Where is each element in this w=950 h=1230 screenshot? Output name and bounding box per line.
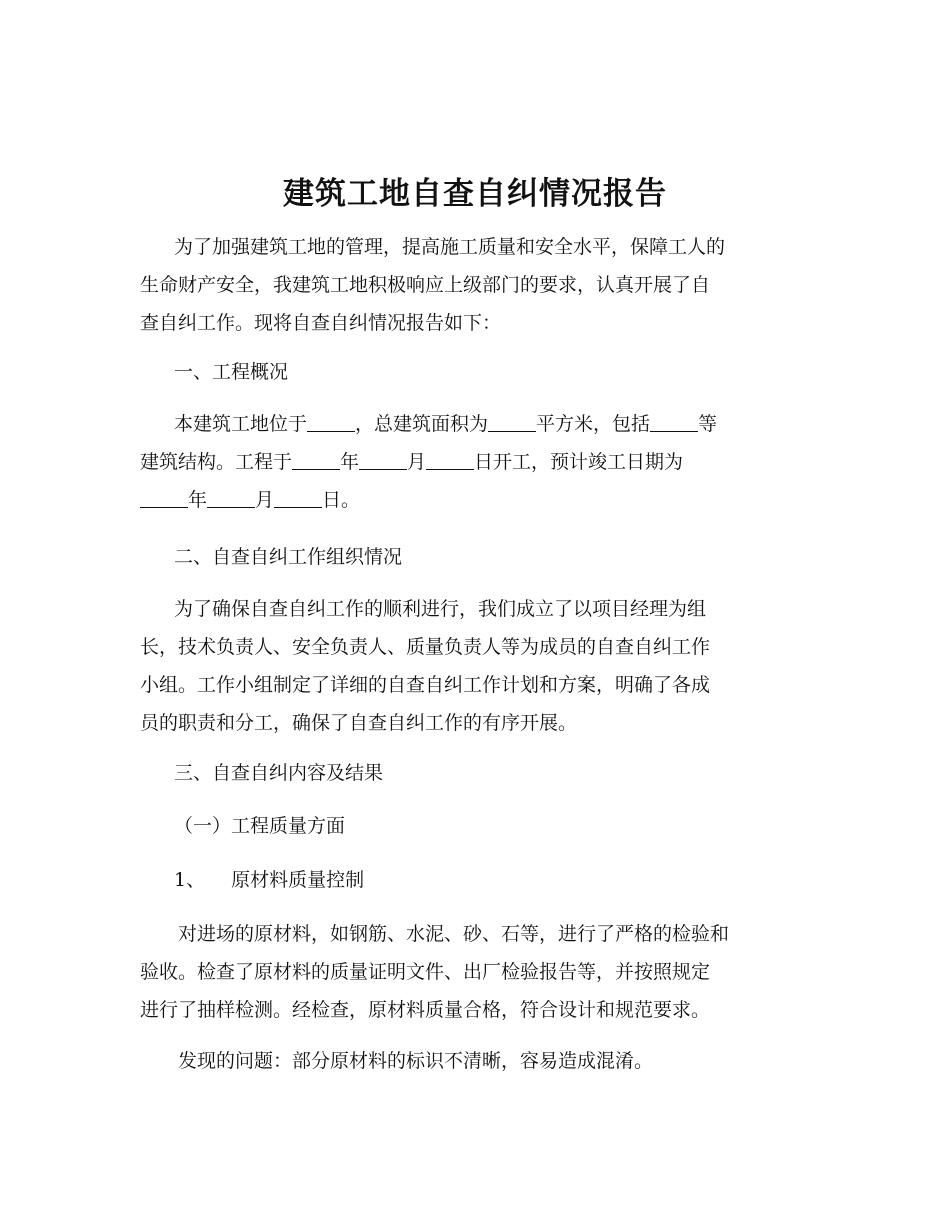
fill-blank-start-day bbox=[426, 447, 474, 470]
text-segment: 等 bbox=[698, 413, 718, 435]
fill-blank-end-day bbox=[274, 485, 322, 508]
text-segment: 年 bbox=[188, 489, 208, 511]
item-1-line-1: 对进场的原材料，如钢筋、水泥、砂、石等，进行了严格的检验和 bbox=[178, 923, 730, 945]
item-1-line-2: 验收。检查了原材料的质量证明文件、出厂检验报告等，并按照规定 bbox=[140, 961, 711, 983]
item-1-heading bbox=[140, 861, 820, 899]
section-2-heading-block bbox=[140, 538, 820, 576]
text-segment: 平方米，包括 bbox=[536, 413, 651, 435]
fill-blank-area bbox=[488, 409, 536, 432]
text-segment: 年 bbox=[340, 451, 360, 473]
section-2-line-4: 员的职责和分工，确保了自查自纠工作的有序开展。 bbox=[140, 712, 578, 734]
text-segment: 建筑结构。工程于 bbox=[140, 451, 293, 473]
section-1-line-1 bbox=[140, 405, 820, 443]
item-1-heading-block bbox=[140, 861, 820, 899]
intro-line-3: 查自纠工作。现将自查自纠情况报告如下： bbox=[140, 312, 502, 334]
section-2-line-3: 小组。工作小组制定了详细的自查自纠工作计划和方案，明确了各成 bbox=[140, 674, 711, 696]
section-1-line-2 bbox=[140, 443, 820, 481]
issue-line: 发现的问题：部分原材料的标识不清晰，容易造成混淆。 bbox=[178, 1050, 654, 1072]
fill-blank-start-month bbox=[359, 447, 407, 470]
section-1-paragraph bbox=[140, 405, 820, 519]
text-segment: 月 bbox=[407, 451, 427, 473]
intro-paragraph bbox=[140, 228, 820, 342]
intro-line-2: 生命财产安全，我建筑工地积极响应上级部门的要求，认真开展了自 bbox=[140, 274, 711, 296]
section-2-line-1: 为了确保自查自纠工作的顺利进行，我们成立了以项目经理为组 bbox=[174, 598, 707, 620]
section-2-line-2: 长，技术负责人、安全负责人、质量负责人等为成员的自查自纠工作 bbox=[140, 636, 711, 658]
item-1-number: 1、 bbox=[174, 869, 206, 891]
item-1-line-3: 进行了抽样检测。经检查，原材料质量合格，符合设计和规范要求。 bbox=[140, 999, 711, 1021]
section-3-heading: 三、自查自纠内容及结果 bbox=[174, 762, 384, 784]
section-2-heading: 二、自查自纠工作组织情况 bbox=[174, 546, 403, 568]
fill-blank-end-year bbox=[140, 485, 188, 508]
text-segment: 月 bbox=[255, 489, 275, 511]
text-segment: 日开工，预计竣工日期为 bbox=[474, 451, 684, 473]
fill-blank-structures bbox=[650, 409, 698, 432]
fill-blank-start-year bbox=[292, 447, 340, 470]
section-3-heading-block bbox=[140, 754, 820, 792]
fill-blank-location bbox=[307, 409, 355, 432]
text-segment: 日。 bbox=[322, 489, 361, 511]
section-1-line-3 bbox=[140, 481, 820, 519]
section-1-heading-block bbox=[140, 353, 820, 391]
subsection-1-heading-block bbox=[140, 807, 820, 845]
issue-paragraph bbox=[140, 1042, 820, 1080]
item-1-paragraph bbox=[140, 915, 820, 1029]
item-1-title: 原材料质量控制 bbox=[231, 869, 365, 891]
text-segment: ，总建筑面积为 bbox=[355, 413, 489, 435]
intro-line-1: 为了加强建筑工地的管理，提高施工质量和安全水平，保障工人的 bbox=[174, 236, 726, 258]
subsection-1-heading: （一）工程质量方面 bbox=[174, 815, 346, 837]
text-segment: 本建筑工地位于 bbox=[174, 413, 308, 435]
section-1-heading: 一、工程概况 bbox=[174, 361, 289, 383]
page-title: 建筑工地自查自纠情况报告 bbox=[283, 176, 667, 212]
section-2-paragraph bbox=[140, 590, 820, 742]
fill-blank-end-month bbox=[207, 485, 255, 508]
